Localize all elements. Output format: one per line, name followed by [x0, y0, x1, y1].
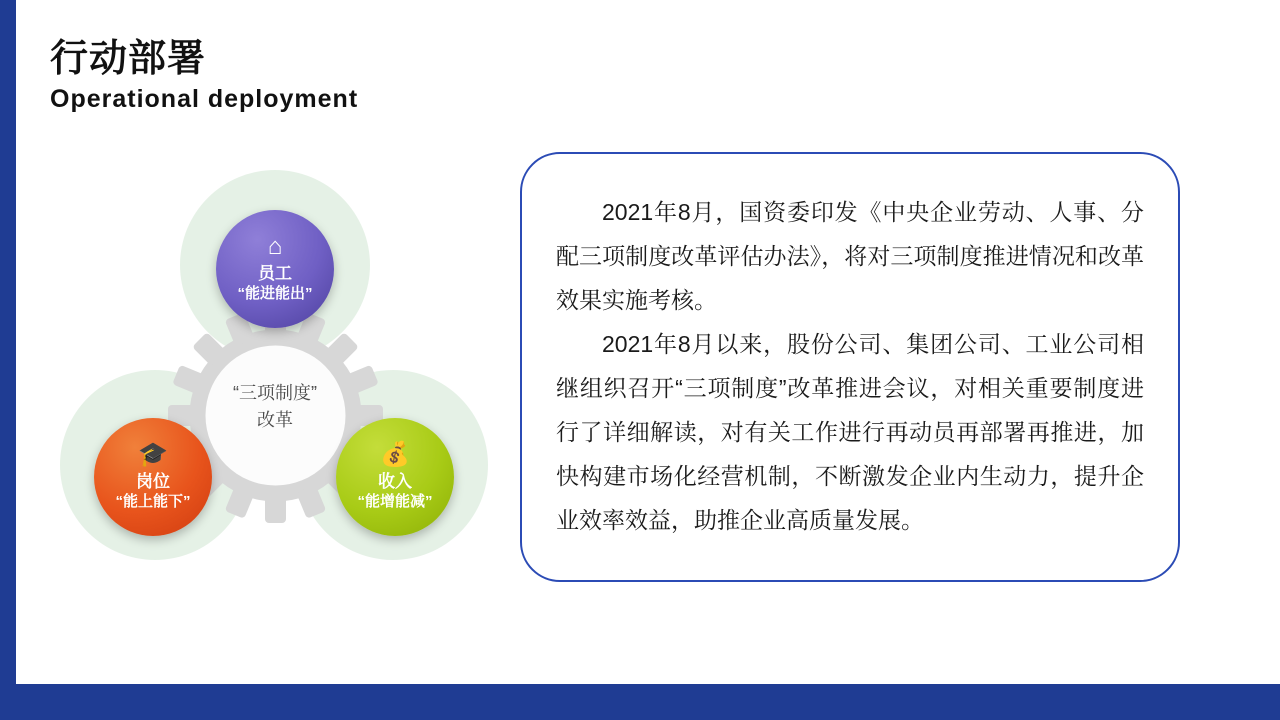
paragraph-2: 2021年8月以来，股份公司、集团公司、工业公司相继组织召开“三项制度”改革推进会议，对相关重要制度进行了详细解读，对有关工作进行再动员再部署再推进，加快构建市场化经营机制，不断激发企业内生动力，提升企业效率效益，助推企业高质量发展。 — [556, 331, 1144, 533]
left-accent-bar — [0, 0, 16, 684]
node-title-post: 岗位 — [136, 471, 170, 491]
center-label-line2: 改革 — [257, 410, 293, 430]
diagram-node-post[interactable] — [94, 418, 212, 536]
diagram-node-income[interactable] — [336, 418, 454, 536]
node-subtitle-post: “能上能下” — [115, 492, 191, 510]
home-icon: ⌂ — [267, 232, 283, 260]
node-subtitle-income: “能增能减” — [357, 492, 433, 510]
graduation-cap-icon: 🎓 — [138, 440, 168, 468]
node-title-employee: 员工 — [258, 263, 292, 283]
diagram-node-employee[interactable] — [216, 210, 334, 328]
page-title — [50, 36, 358, 114]
content-panel — [520, 152, 1180, 582]
paragraph-1: 2021年8月，国资委印发《中央企业劳动、人事、分配三项制度改革评估办法》，将对三项制度推进情况和改革效果实施考核。 — [556, 199, 1144, 313]
page-title-cn: 行动部署 — [50, 38, 207, 80]
center-label-line1: “三项制度” — [233, 383, 317, 403]
node-title-income: 收入 — [378, 471, 412, 491]
node-subtitle-employee: “能进能出” — [237, 284, 313, 302]
money-bag-icon: 💰 — [380, 440, 410, 468]
diagram-center-label — [200, 380, 350, 434]
page-title-en: Operational deployment — [50, 85, 359, 113]
three-systems-diagram — [40, 160, 500, 580]
bottom-accent-bar — [0, 684, 1280, 720]
